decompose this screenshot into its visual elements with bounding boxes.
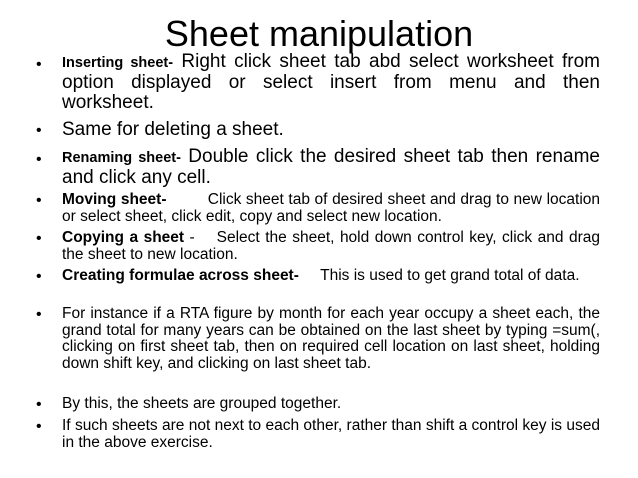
list-item-keyword: Inserting sheet-	[62, 55, 174, 71]
list-item-body: - Select the sheet, hold down control key, click and drag the sheet to new location.	[62, 229, 605, 263]
list-item-text	[62, 120, 600, 141]
bullet-icon: •	[36, 306, 42, 323]
list-item-keyword: Moving sheet-	[62, 191, 167, 208]
list-item-body: Same for deleting a sheet.	[62, 119, 284, 140]
list-item-text	[62, 418, 600, 451]
bullet-icon: •	[36, 122, 42, 139]
list-item-body: By this, the sheets are grouped together.	[62, 395, 342, 412]
bullet-icon: •	[36, 418, 42, 435]
list-item-body: Click sheet tab of desired sheet and drag to new location or select sheet, click edit, copy and select new location.	[62, 191, 605, 225]
list-item-text	[62, 229, 605, 263]
list-item-body: Double click the desired sheet tab then rename and click any cell.	[62, 146, 600, 188]
bullet-icon: •	[36, 396, 42, 413]
bullet-icon: •	[36, 230, 42, 247]
bullet-icon: •	[36, 56, 42, 73]
slide-title: Sheet manipulation	[164, 13, 474, 54]
list-item-keyword: Renaming sheet-	[62, 150, 181, 166]
list-item-body: If such sheets are not next to each other, rather than shift a control key is used in the above exercise.	[62, 417, 600, 451]
list-item-text	[62, 268, 600, 285]
list-item-text	[62, 306, 600, 372]
list-item-body: This is used to get grand total of data.	[298, 267, 580, 284]
list-item-text	[62, 147, 600, 188]
list-item-body: Right click sheet tab abd select worksheet from option displayed or select insert from menu and then worksheet.	[62, 51, 600, 113]
bullet-icon: •	[36, 151, 42, 168]
list-item-keyword: Copying a sheet	[62, 229, 185, 246]
list-item-text	[62, 52, 600, 113]
bullet-icon: •	[36, 192, 42, 209]
list-item-keyword: Creating formulae across sheet-	[62, 267, 299, 284]
list-item-text	[62, 191, 605, 225]
bullet-icon: •	[36, 268, 42, 285]
list-item-body: For instance if a RTA figure by month for each year occupy a sheet each, the grand total for many years can be obtained on the last sheet by typing =sum(, clicking on first sheet tab, then on required cell location on last sheet, holding down shift key, and clicking on last sheet tab.	[62, 305, 600, 372]
list-item-text	[62, 396, 600, 413]
